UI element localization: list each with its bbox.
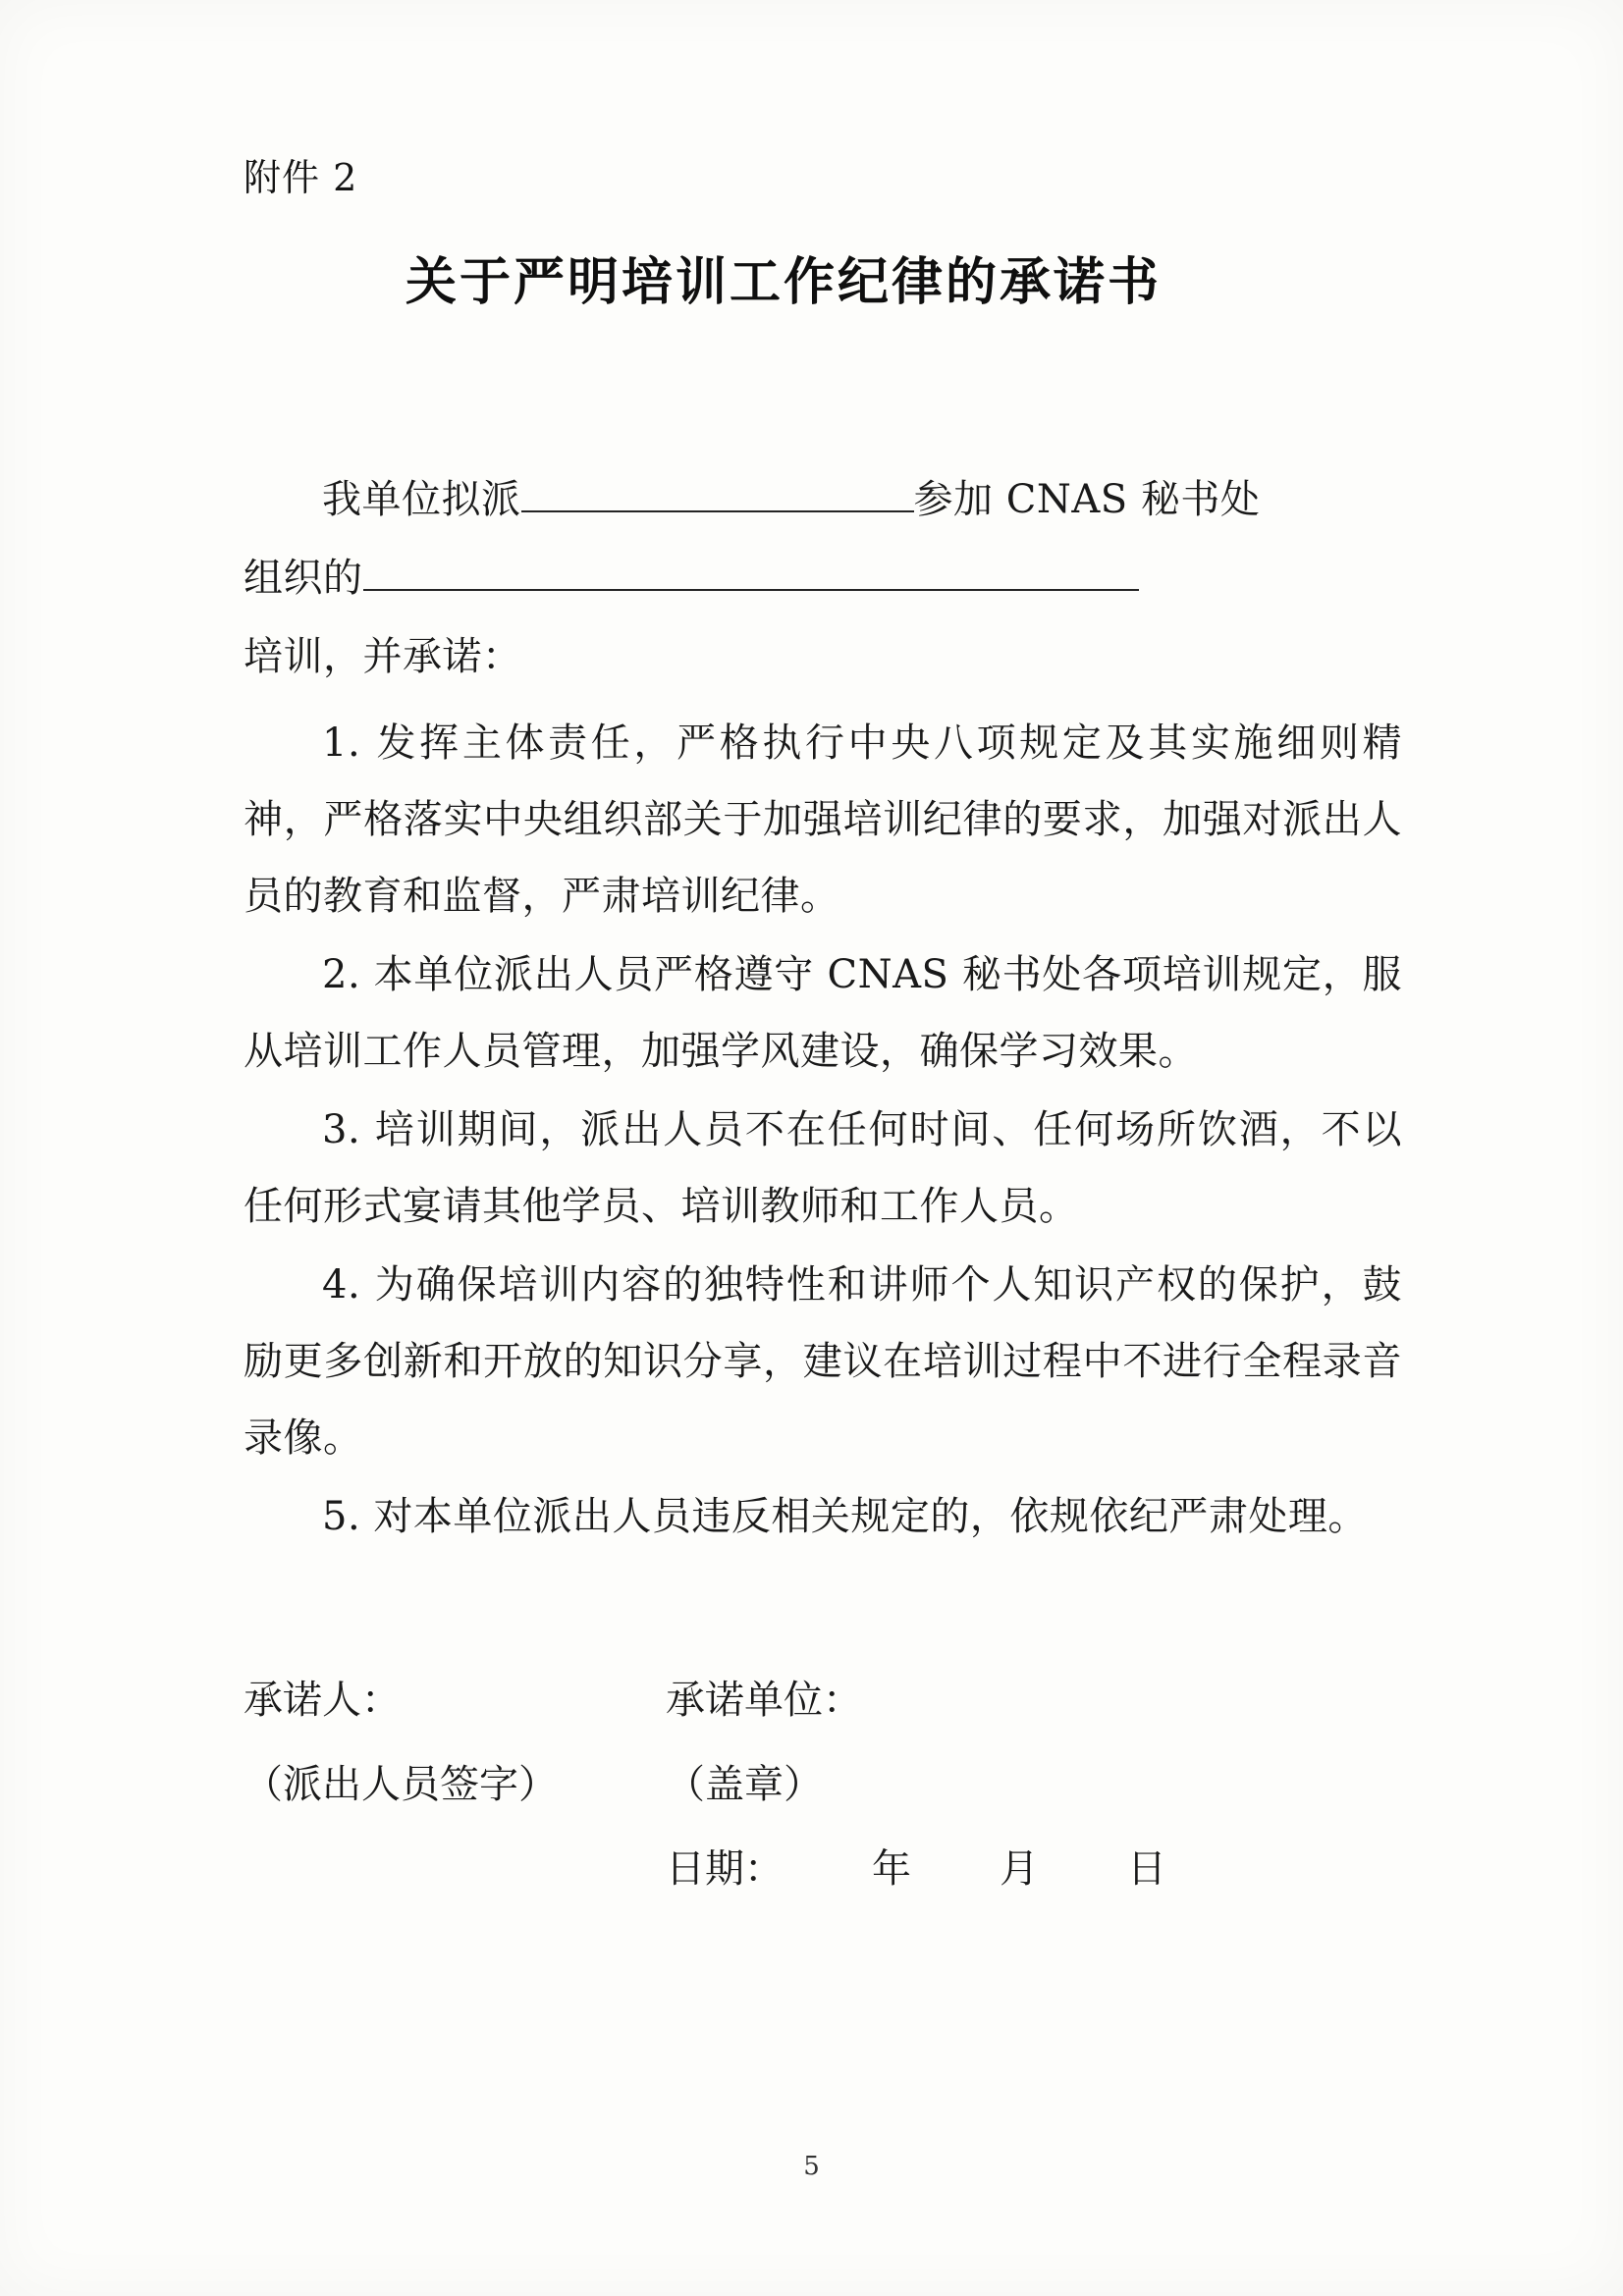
- date-month-unit: 月: [1000, 1846, 1039, 1892]
- signature-notes-row: [243, 1742, 1402, 1827]
- clause-5: 5. 对本单位派出人员违反相关规定的，依规依纪严肃处理。: [322, 1494, 1368, 1539]
- page-title: 关于严明培训工作纪律的承诺书: [405, 253, 1162, 312]
- promisor-label: 承诺人：: [243, 1678, 401, 1723]
- promisor-signature-note: （派出人员签字）: [243, 1762, 558, 1807]
- clause-4: 4. 为确保培训内容的独特性和讲师个人知识产权的保护，鼓励更多创新和开放的知识分享，建议在培训过程中不进行全程录音录像。: [243, 1262, 1402, 1461]
- training-name-blank[interactable]: [363, 550, 1139, 591]
- signature-area: [243, 1658, 1402, 1911]
- intro-line-1-suffix: 参加 CNAS 秘书处: [913, 477, 1261, 522]
- date-day-unit: 日: [1127, 1846, 1166, 1892]
- clause-1: 1. 发挥主体责任，严格执行中央八项规定及其实施细则精神，严格落实中央组织部关于加强培训纪律的要求，加强对派出人员的教育和监督，严肃培训纪律。: [243, 721, 1402, 919]
- intro-line-2-prefix: 组织的: [243, 556, 363, 601]
- unit-seal-note: （盖章）: [666, 1762, 823, 1807]
- intro-line-1-prefix: 我单位拟派: [322, 477, 521, 522]
- clause-3: 3. 培训期间，派出人员不在任何时间、任何场所饮酒，不以任何形式宴请其他学员、培训教师和工作人员。: [243, 1107, 1402, 1229]
- intro-line-2: [243, 540, 1402, 616]
- intro-line-1: [243, 461, 1402, 538]
- date-label: 日期：: [666, 1846, 784, 1892]
- page-number: 5: [803, 2152, 820, 2181]
- signature-labels-row: [243, 1658, 1402, 1742]
- promisor-unit-label: 承诺单位：: [666, 1678, 862, 1723]
- intro-line-3: 培训，并承诺：: [243, 634, 522, 679]
- trainee-name-blank[interactable]: [521, 471, 914, 512]
- attachment-label: 附件 2: [243, 156, 358, 199]
- date-row: [666, 1827, 1402, 1911]
- clause-2: 2. 本单位派出人员严格遵守 CNAS 秘书处各项培训规定，服从培训工作人员管理，加强学风建设，确保学习效果。: [243, 952, 1402, 1074]
- document-content: [243, 147, 1402, 1911]
- document-body: [243, 461, 1402, 1555]
- date-year-unit: 年: [872, 1846, 911, 1892]
